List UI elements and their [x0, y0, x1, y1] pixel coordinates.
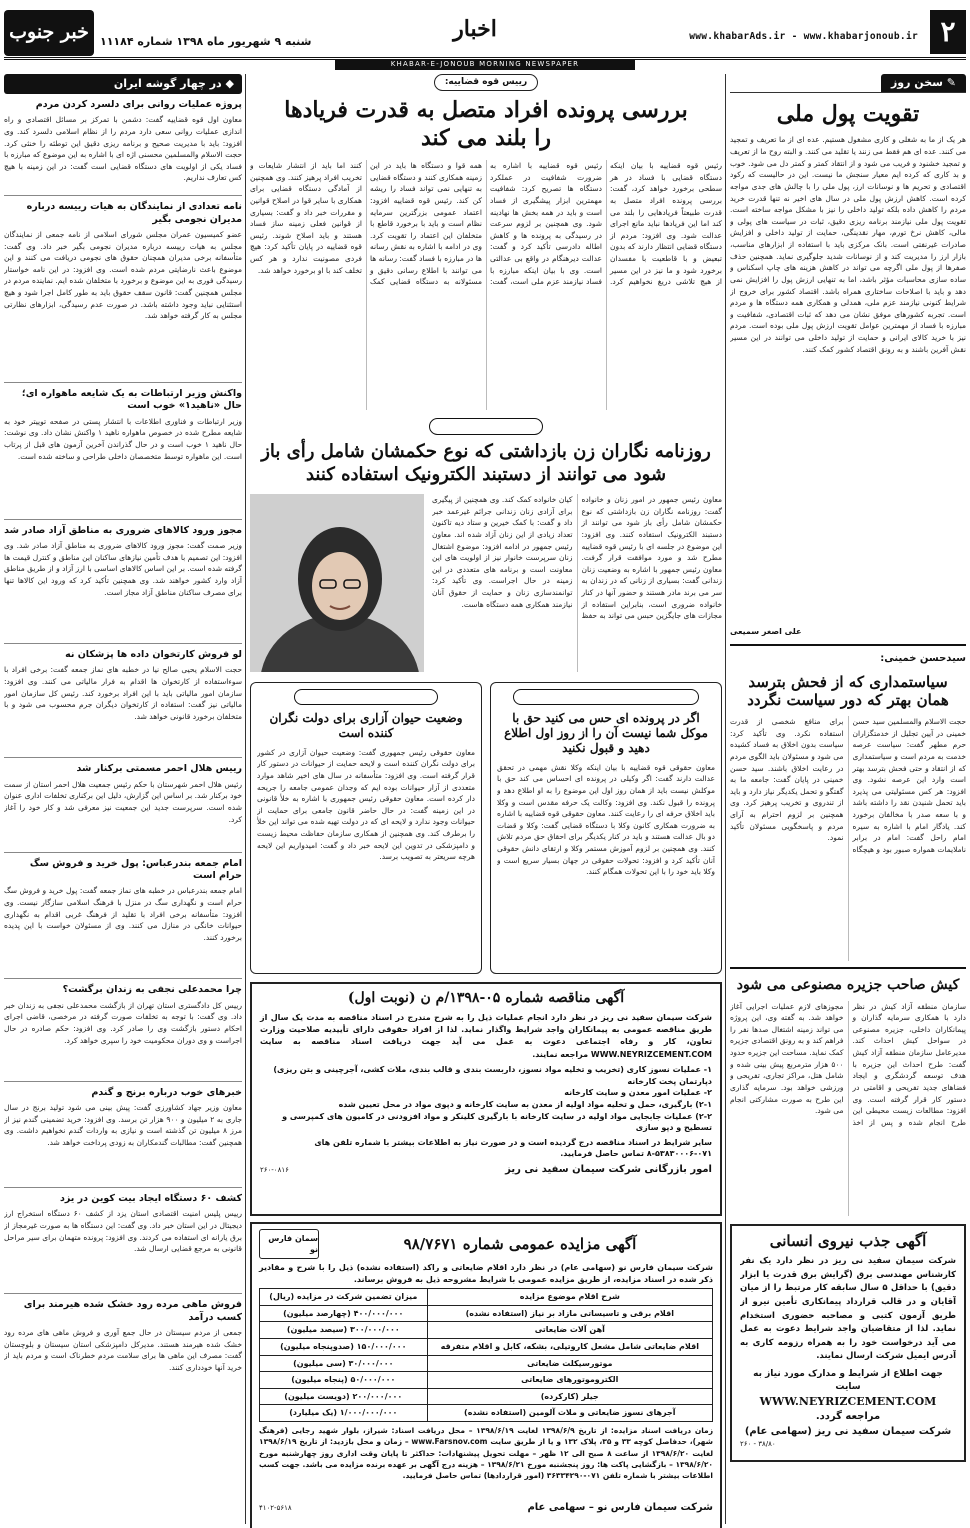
column-divider-left	[245, 74, 246, 1524]
table-row: آهن آلات ضایعاتی ۳۰۰/۰۰۰/۰۰۰ (سیصد میلیون)	[260, 1322, 713, 1339]
khomeini-body: حجت الاسلام والمسلمین سید حسن خمینی در آیین تجلیل از خدمتگزاران حرم مطهر گفت: سیاست عرصه خدمت به مردم است و سیاستمداری که از انتقاد و حتی فحش بترسد بهتر است وارد این عرصه نشود. وی افزود: هر کس مسئولیتی می پذیرد باید تحمل شنیدن نقد را داشته باشد و با سعه صدر با مخالفان برخورد کند. یادگار امام با اشاره به سیره امام راحل گفت: امام در برابر ناملایمات همواره صبور بود و هیچگاه برای منافع شخصی از قدرت استفاده نکرد. وی تأکید کرد: سیاست بدون اخلاق به فساد کشیده می شود و مسئولان باید الگوی مردم در رعایت اخلاق باشند. سید حسن خمینی در پایان گفت: جامعه ما به گفتگو و تحمل یکدیگر نیاز دارد و باید از تندروی و تخریب پرهیز کرد. وی همچنین بر لزوم احترام به آرای مردم و پاسخگویی مسئولان تأکید نمود.	[730, 717, 966, 854]
recruitment-ad-company: شرکت سیمان سفید نی ریز (سهامی عام)	[744, 1425, 952, 1437]
farsnov-logo: سمان فارس نو	[259, 1229, 319, 1259]
animal-kicker: معاون حقوقی رییس جمهوری:	[294, 689, 437, 705]
website-line[interactable]: www.khabarAds.ir - www.khabarjonoub.ir	[689, 31, 918, 42]
article-headline: چرا محمدعلی نجفی به زندان برگشت؟	[62, 984, 242, 996]
story2-kicker: معاون رییس جمهور:	[429, 418, 542, 435]
recruitment-ad-footer: جهت اطلاع از شرایط و مدارک مورد نیاز به سایت	[753, 1369, 943, 1393]
tender-signature: امور بازرگانی شرکت سیمان سفید نی ریز	[505, 1163, 712, 1175]
lawyers-body: معاون حقوقی قوه قضاییه با بیان اینکه وکلا نقش مهمی در تحقق عدالت دارند گفت: اگر وکیلی در پرونده ای احساس می کند حق با موکلش نیست باید از همان روز اول این موضوع را به او اطلاع دهد و پرونده را قبول نکند. وی افزود: وکالت یک حرفه مقدس است و وکلا باید اخلاق حرفه ای را رعایت کنند. معاون حقوقی قوه قضاییه با اشاره به ضرورت همکاری کانون وکلا با دستگاه قضایی گفت: وکلا و قضات دو بال عدالت هستند و باید در کنار یکدیگر برای احقاق حق مردم تلاش کنند. وی همچنین بر لزوم آموزش مستمر وکلا و ارتقای دانش حقوقی آنان تأکید کرد و افزود: تحولات حقوقی در جهان بسیار سریع است و وکلا باید خود را با این تحولات همگام کنند.	[497, 762, 715, 877]
auction-table	[259, 1288, 713, 1422]
article-body: عضو کمیسیون عمران مجلس شورای اسلامی از نامه جمعی از نمایندگان مجلس به هیات رییسه درباره مدیران نجومی بگیر خبر داد. وی گفت: متأسفانه برخی مدیران همچنان حقوق های نجومی دریافت می کنند و این موضوع باعث نارضایتی مردم شده است. وی افزود: در این نامه خواستار رسیدگی فوری به این موضوع و برخورد با متخلفان شده ایم. نماینده مردم در مجلس همچنین گفت: قانون سقف حقوق باید به طور کامل اجرا شود و هیچ استثنایی نباید وجود داشته باشد. در صورت عدم رسیدگی، ابزارهای نظارتی مجلس به کار گرفته خواهد شد.	[4, 229, 242, 321]
list-item	[4, 99, 242, 192]
article-body: حجت الاسلام یحیی صالح نیا در خطبه های نماز جمعه گفت: برخی افراد با سوءاستفاده از کارتخوان ها اقدام به فرار مالیاتی می کنند. وی افزود: سازمان امور مالیاتی باید با این افراد برخورد کند. رئیس کل سازمان امور مالیاتی نیز گفت: استفاده از کارتخوان دیگران جرم محسوب می شود و با متخلفان برخورد قانونی خواهد شد.	[4, 665, 242, 721]
kish-headline: کیش صاحب جزیره مصنوعی می شود	[736, 977, 960, 994]
iran-map-icon: ◆	[221, 77, 234, 90]
recruitment-ad-code: ۳۸/۸۰ - ۲۶۰	[740, 1440, 776, 1449]
article-headline: کشف ۶۰ دستگاه ایجاد بیت کوین در یزد	[60, 1193, 242, 1205]
article-body: رئیس هلال احمر شهرستان با حکم رئیس جمعیت هلال احمر استان از سمت خود برکنار شد. بر اساس این گزارش، دلیل این برکناری تخلفات اداری عنوان شده است. سرپرست جدید این جمعیت نیز معرفی شد و کار خود را آغاز کرد.	[4, 779, 242, 824]
lead-headline: بررسی پرونده افراد متصل به قدرت فریادها را بلند می کند	[284, 97, 688, 151]
article-body: وزیر ارتباطات و فناوری اطلاعات با انتشار پستی در صفحه توییتر خود به شایعه مطرح شده در خصوص ماهواره ناهید ۱ واکنش نشان داد. وی نوشت: حال ناهید ۱ خوب است و در حال گذراندن آخرین آزمون های قبل از پرتاب است. این ماهواره توسط متخصصان داخلی طراحی و ساخته شده است.	[4, 416, 242, 461]
recruitment-ad-body: شرکت سیمان سفید نی ریز در نظر دارد یک نفر کارشناس مهندسی برق (گرایش برق قدرت یا ابزار دقیق) با حداقل ۵ سال سابقه کار مرتبط را از میان آقایان و در قالب قرارداد پیمانکاری تأمین نیرو از طریق آزمون کتبی و مصاحبه حضوری استخدام نماید. لذا از متقاضیان واجد شرایط دعوت به عمل می آید درخواست خود را به همراه رزومه کاری به آدرس ایمیل شرکت ارسال نمایند.	[740, 1256, 956, 1362]
english-name-strip: KHABAR-E-JONOUB MORNING NEWSPAPER	[335, 59, 635, 70]
article-headline: رییس هلال احمر مسمتی برکنار شد	[76, 763, 242, 775]
tender-intro: شرکت سیمان سفید نی ریز در نظر دارد انجام عملیات ذیل را به شرح مندرج در اسناد مناقصه به مدت یک سال از طریق مناقصه عمومی به پیمانکاران واجد شرایط واگذار نماید. لذا از افراد حقوقی دارای تأییدیه صلاحیت وزارت تعاون، کار و رفاه اجتماعی دعوت به عمل می آید جهت دریافت اسناد مناقصه به سایت WWW.NEYRIZCEMENT.COM مراجعه نمایند.	[260, 1012, 712, 1059]
auction-details: زمان دریافت اسناد مزایده: از تاریخ ۱۳۹۸/۶/۹ لغایت ۱۳۹۸/۶/۱۹ – محل دریافت اسناد: شیراز، بلوار شهید رجایی (فرهنگ شهر)، حدفاصل کوچه ۳۳ و ۳۵، پلاک ۱۳۲ و یا از طریق سایت www.Farsnov.com – زمان و محل بازدید: از تاریخ ۱۳۹۸/۶/۱۹ لغایت ۱۳۹۸/۶/۲۰ از ساعت ۸ صبح الی ۱۲ ظهر – مهلت تحویل پیشنهادات: حداکثر تا پایان وقت اداری روز چهارشنبه مورخ ۱۳۹۸/۶/۲۰ – بازگشایی پاکت ها: روز پنجشنبه مورخ ۱۳۹۸/۶/۲۱ – هزینه درج آگهی بر عهده برنده مزایده می باشد. جهت کسب اطلاعات بیشتر با شماره تلفن ۰۷۱-۳۶۳۳۴۲۹۰ (امور قراردادها) تماس حاصل فرمایید.	[259, 1426, 713, 1481]
iran-corners-label: ◆ در چهار گوشه ایران	[4, 74, 242, 94]
page-number-box: ۲	[930, 10, 966, 54]
story2-body: معاون رئیس جمهور در امور زنان و خانواده گفت: روزنامه نگاران زن بازداشتی که نوع حکمشان شامل رأی باز شود می توانند از دستبند الکترونیک استفاده کنند. وی افزود: این موضوع در جلسه ای با رئیس قوه قضاییه مطرح شد و مورد موافقت قرار گرفت. معاون رئیس جمهور با اشاره به وضعیت زنان زندانی گفت: بسیاری از زنانی که در زندان به سر می برند مادر هستند و حضور آنها در کنار خانواده ضروری است، بنابراین استفاده از مجازات های جایگزین حبس می تواند به حفظ کیان خانواده کمک کند. وی همچنین از پیگیری برای آزادی زنان زندانی جرائم غیرعمد خبر داد و گفت: با کمک خیرین و ستاد دیه تاکنون تعداد زیادی از این زنان آزاد شده اند. معاون رئیس جمهور در ادامه افزود: موضوع اشتغال زنان سرپرست خانوار نیز از اولویت های این معاونت است و برنامه های متعددی در این زمینه در حال اجراست. وی تأکید کرد: توانمندسازی زنان و حمایت از حقوق آنان نیازمند همکاری همه دستگاه هاست.	[432, 495, 722, 621]
article-body: معاون وزیر جهاد کشاورزی گفت: پیش بینی می شود تولید برنج در سال جاری به ۲ میلیون و ۹۰۰ هزار تن برسد. وی افزود: خرید تضمینی گندم نیز از مرز ۸ میلیون تن گذشته است و نیازی به واردات گندم نخواهیم داشت. وی همچنین گفت: مطالبات گندمکاران به زودی پرداخت خواهد شد.	[4, 1103, 242, 1147]
recruitment-ad-refer: مراجعه گردد.	[815, 1411, 881, 1423]
auction-intro: شرکت سیمان فارس نو (سهامی عام) در نظر دارد اقلام ضایعاتی و راکد (استفاده نشده) ذیل را با شرح و مقادیر ذکر شده در اسناد مزایده، از طریق مزایده عمومی با شرایط مشروحه ذیل به فروش برساند.	[259, 1263, 713, 1284]
table-row: الکتروموتورهای ضایعاتی ۵۰/۰۰۰/۰۰۰ (پنجاه میلیون)	[260, 1372, 713, 1389]
lawyers-box	[490, 682, 722, 974]
list-item	[4, 382, 242, 516]
tender-ad	[250, 982, 722, 1216]
article-body: امام جمعه بندرعباس در خطبه های نماز جمعه گفت: پول خرید و فروش سگ حرام است و نگهداری سگ در منزل با فرهنگ اسلامی سازگار نیست. وی افزود: متأسفانه برخی افراد با تقلید از فرهنگ غربی اقدام به نگهداری حیوانات خانگی در منازل می کنند. وی از مسئولان خواست با این پدیده برخورد کنند.	[4, 886, 242, 942]
lawyers-headline: اگر در پرونده ای حس می کنید حق با موکل شما نیست آن را از روز اول اطلاع دهید و قبول نکنید	[504, 710, 708, 755]
logo-text: خبر جنوب	[9, 21, 89, 44]
list-item	[4, 852, 242, 976]
animal-box	[250, 682, 482, 974]
story2-headline: روزنامه نگاران زن بازداشتی که نوع حکمشان شامل رأی باز شود می توانند از دستبند الکترونیک استفاده کنند	[261, 441, 711, 485]
recruitment-ad-site[interactable]: WWW.NEYRIZCEMENT.COM	[759, 1395, 937, 1409]
article-headline: خبرهای خوب درباره برنج و گندم	[91, 1086, 242, 1098]
recruitment-ad-title: آگهی جذب نیروی انسانی	[769, 1231, 927, 1250]
article-headline: واکنش وزیر ارتباطات به یک شایعه ماهواره ای؛ حال «ناهید۱» خوب است	[21, 387, 242, 412]
left-articles-list	[4, 99, 242, 1387]
article-headline: لو فروش کارتخوان داده ها پزشکان نه	[65, 649, 242, 660]
article-headline: مجوز ورود کالاهای ضروری به مناطق آزاد صادر شد	[4, 524, 242, 536]
auction-ad	[250, 1222, 722, 1528]
sokhan-rooz-label: ✎ سخن روز	[881, 74, 966, 92]
article-headline: فروش ماهی مرده رود خشک شده هیرمند برای کسب درآمد	[23, 1299, 242, 1323]
tender-code: ۲۶۰-۰۸۱۶	[260, 1166, 289, 1175]
tender-item-3: ۲-۱) بارگیری، حمل و تخلیه مواد اولیه از معدن به سایت کارخانه و دپوی مواد در محل تعیین شده	[338, 1099, 712, 1109]
article-body: رییس پلیس امنیت اقتصادی استان یزد از کشف ۶۰ دستگاه استخراج ارز دیجیتال در این استان خبر داد. وی گفت: این دستگاه ها به صورت غیرمجاز از برق یارانه ای استفاده می کردند. وی افزود: پرونده متهمان برای سیر مراحل قانونی به مرجع قضایی ارسال شد.	[4, 1209, 242, 1254]
article-body: جمعی از مردم سیستان در حال جمع آوری و فروش ماهی های مرده رود خشک شده هیرمند هستند. مدیرکل دامپزشکی استان سیستان و بلوچستان گفت: مصرف این ماهی ها برای سلامت مردم خطرناک است و مردم باید از خرید آنها خودداری کنند.	[4, 1328, 242, 1372]
editorial-body: هر یک از ما به شغلی و کاری مشغول هستیم. عده ای از ما تعریف و تمجید می کنند. عده ای هم فقط می زنند یا تقلید می کنند. و البته روح ما از تعریف و تمجید خشنود و فریب می شود و از انتقاد کمتر و کمتر دل می شود. خوب و بد کاری که کرده ایم معیار سنجش ما نیست. این در حالیست که رکود اقتصادی و تحریم ها و نوسانات ارز، پول ملی را با چالش های جدی مواجه کرده است. کاهش ارزش پول ملی در سال های اخیر نه تنها قدرت خرید مردم را کاهش داده بلکه تولید داخلی را نیز با مشکل مواجه ساخته است. تقویت پول ملی نیازمند برنامه ریزی دقیق، ثبات در سیاست های پولی و مالی، کاهش نرخ تورم، مهار نقدینگی، حمایت از تولید داخلی و افزایش صادرات غیرنفتی است. بانک مرکزی باید با استفاده از ابزارهای مناسب، بازار ارز را مدیریت کند و از نوسانات شدید جلوگیری نماید. همچنین حذف صفرها از پول ملی اگرچه می تواند در کاهش هزینه های چاپ اسکناس و ساده سازی محاسبات مؤثر باشد، اما به تنهایی ارزش پول را افزایش نمی دهد و باید با اصلاحات ساختاری همراه باشد. اقتصاد کشور برای خروج از شرایط کنونی نیازمند عزم ملی، همدلی و همکاری همه دستگاه ها و مردم است. تجربه کشورهای موفق نشان می دهد که ثبات اقتصادی، شفافیت و مبارزه با فساد از مهمترین عوامل تقویت ارزش پول ملی بوده است. مردم نیز با خرید کالای ایرانی و حمایت از تولید داخلی می توانند در این مسیر نقش آفرین باشند و به رونق اقتصاد کشور کمک کنند.	[730, 135, 966, 354]
date-line: شنبه ۹ شهریور ماه ۱۳۹۸ شماره ۱۱۱۸۴	[100, 35, 312, 48]
auction-col-item: شرح اقلام موضوع مزایده	[427, 1289, 712, 1306]
column-divider-right	[725, 74, 726, 1524]
kish-body: سازمان منطقه آزاد کیش در نظر دارد با همکاری سرمایه گذاران و پیمانکاران داخلی، جزیره مصنوعی در سواحل کیش احداث کند. مدیرعامل سازمان منطقه آزاد کیش گفت: طرح احداث این جزیره با هدف توسعه گردشگری و ایجاد فضاهای جدید تفریحی و اقامتی در دستور کار قرار گرفته است. وی افزود: مطالعات زیست محیطی این طرح انجام شده و پس از اخذ مجوزهای لازم عملیات اجرایی آغاز خواهد شد. به گفته وی، این پروژه می تواند زمینه اشتغال صدها نفر را فراهم کند و به رونق اقتصادی جزیره کمک نماید. مساحت این جزیره حدود ۵۰۰ هزار مترمربع پیش بینی شده و شامل هتل، مراکز تجاری، تفریحی و ورزشی خواهد بود. سرمایه گذاری این طرح به صورت مشارکتی انجام می شود.	[730, 1001, 966, 1127]
list-item	[4, 519, 242, 640]
story2-photo	[250, 494, 424, 672]
khomeini-kicker: سیدحسن خمینی:	[880, 653, 966, 665]
table-row: جیلر (کارکرده) ۲۰۰/۰۰۰/۰۰۰ (دویست میلیون)	[260, 1388, 713, 1405]
table-row: اقلام ضایعاتی شامل مشعل کاروتیلی، بشکه، کابل و اقلام متفرقه ۱۵۰/۰۰۰/۰۰۰ (صدوپنجاه میلیون)	[260, 1339, 713, 1356]
center-area	[250, 74, 722, 1524]
article-body: معاون اول قوه قضاییه گفت: دشمن با تمرکز بر مسائل اقتصادی و راه اندازی عملیات روانی سعی دارد مردم را از نظام اسلامی دلسرد کند. وی افزود: باید با مدیریت صحیح و برنامه ریزی دقیق این توطئه را خنثی کرد. حجت الاسلام والمسلمین محسنی اژه ای با اشاره به این موضوع که مبارزه با فساد یکی از اولویت های دستگاه قضایی است گفت: در این زمینه با هیچ کس تعارف نداریم.	[4, 115, 242, 183]
auction-title: آگهی مزایده عمومی شماره ۹۸/۷۶۷۱	[403, 1234, 637, 1253]
tender-title: آگهی مناقصه شماره ۰۵-۱۳۹۸/م ن (نوبت اول)	[347, 990, 625, 1007]
list-item	[4, 978, 242, 1077]
list-item	[4, 643, 242, 754]
right-column	[730, 74, 966, 1524]
lawyers-kicker: توصیه معاون حقوقی قوه قضاییه به وکلا:	[513, 689, 699, 705]
table-row: آجرهای نسوز ضایعاتی و ملات آلومین (استفاده نشده) ۱/۰۰۰/۰۰۰/۰۰۰ (یک میلیارد)	[260, 1405, 713, 1422]
auction-code: ۴۱۰۲-۵۶۱۸	[259, 1504, 292, 1513]
list-item	[4, 757, 242, 848]
article-body: وزیر صمت گفت: مجوز ورود کالاهای ضروری به مناطق آزاد صادر شد. وی افزود: این تصمیم با هدف تأمین نیازهای ساکنان این مناطق و کنترل قیمت ها گرفته شده است. بر این اساس کالاهای اساسی با ارز آزاد و از طریق مناطق آزاد وارد کشور خواهند شد. وی همچنین تأکید کرد که ورود این کالاها تنها برای مصرف ساکنان مناطق آزاد مجاز است.	[4, 541, 242, 597]
left-column	[4, 74, 242, 1524]
pen-icon: ✎	[942, 76, 956, 89]
editorial-title: تقویت پول ملی	[776, 100, 920, 127]
list-item	[4, 195, 242, 379]
article-headline: نامه تعدادی از نمایندگان به هیات رییسه درباره مدیران نجومی بگیر	[26, 201, 242, 225]
tender-item-1: ۱- عملیات نسوز کاری (تخریب و تخلیه مواد نسوز، داربست بندی و قالب بندی، ملات کشی، آجرچینی و بتن ریزی) دپارتمان پخت کارخانه	[273, 1065, 712, 1086]
tender-item-4: ۲-۲) عملیات جابجایی مواد اولیه در سایت کارخانه با بارگیری کلینکر و مواد افزودنی در کامیون های کمپرسی و تسطیح و دپو سازی	[282, 1111, 712, 1133]
list-item	[4, 1081, 242, 1184]
animal-body: معاون حقوقی رئیس جمهوری گفت: وضعیت حیوان آزاری در کشور برای دولت نگران کننده است و لایحه حمایت از حیوانات در دستور کار قرار گرفته است. وی افزود: متأسفانه در سال های اخیر شاهد موارد متعددی از آزار حیوانات بوده ایم که وجدان عمومی جامعه را جریحه دار کرده است. معاون حقوقی رئیس جمهوری با اشاره به خلأ قانونی در این زمینه گفت: در حال حاضر قانون جامعی برای حمایت از حیوانات وجود ندارد و لایحه ای که در دولت تهیه شده می تواند این خلأ را برطرف کند. وی همچنین از همکاری سازمان حفاظت محیط زیست و دامپزشکی در تدوین این لایحه خبر داد و گفت: امیدواریم این لایحه هرچه سریعتر به تصویب برسد.	[257, 747, 475, 862]
portrait-illustration	[250, 494, 424, 672]
lead-kicker: رییس قوه قضاییه:	[434, 74, 538, 91]
animal-headline: وضعیت حیوان آزاری برای دولت نگران کننده است	[269, 710, 463, 740]
list-item	[4, 1293, 242, 1387]
article-headline: پروژه عملیات روانی برای دلسرد کردن مردم	[35, 98, 242, 110]
article-body: رییس کل دادگستری استان تهران از بازگشت محمدعلی نجفی به زندان خبر داد. وی گفت: با توجه به تخلفات صورت گرفته در مرخصی، قاضی اجرای احکام دستور بازگشت وی را صادر کرد. وی افزود: حکم صادره در حال اجراست و وی دوران محکومیت خود را سپری خواهد کرد.	[4, 1000, 242, 1045]
masthead	[0, 0, 970, 70]
article-headline: امام جمعه بندرعباس: پول خرید و فروش سگ حرام است	[29, 857, 242, 882]
khomeini-headline: سیاستمداری که از فحش بترسد همان بهتر که دور سیاست نگردد	[747, 672, 949, 710]
tender-item-2: ۲- عملیات امور معدن و سایت کارخانه	[564, 1088, 712, 1098]
section-title: اخبار	[453, 16, 497, 42]
auction-col-guarantee: میزان تضمین شرکت در مزایده (ریال)	[260, 1289, 428, 1306]
editorial-author: علی اصغر سمیعی	[730, 627, 802, 637]
list-item	[4, 1187, 242, 1290]
tender-note: سایر شرایط در اسناد مناقصه درج گردیده است و در صورت نیاز به اطلاعات بیشتر با شماره تلفن های ۰۷۱-۵۳۸۳۰۰۰۶-۸ تماس حاصل فرمایید.	[314, 1137, 712, 1159]
lead-body: رئیس قوه قضاییه با بیان اینکه دستگاه قضایی با فساد در هر سطحی برخورد خواهد کرد، گفت: بررسی پرونده افراد متصل به قدرت طبیعتاً فریادهایی را بلند می کند اما این فریادها نباید مانع اجرای عدالت شود. وی افزود: مردم از دستگاه قضایی انتظار دارند که بدون تبعیض و با قاطعیت با مفسدان برخورد شود و ما نیز در این مسیر از هیچ تلاشی دریغ نخواهیم کرد. رئیس قوه قضاییه با اشاره به ضرورت شفافیت در عملکرد دستگاه ها تصریح کرد: شفافیت مهمترین ابزار پیشگیری از فساد است و باید در همه بخش ها نهادینه شود. وی همچنین بر لزوم سرعت در رسیدگی به پرونده ها و کاهش اطاله دادرسی تأکید کرد و گفت: عدالت دیرهنگام در واقع بی عدالتی است. وی با بیان اینکه مبارزه با فساد نیازمند عزم ملی است، گفت: همه قوا و دستگاه ها باید در این زمینه همکاری کنند و دستگاه قضایی به تنهایی نمی تواند فساد را ریشه کن کند. رئیس قوه قضاییه افزود: اعتماد عمومی بزرگترین سرمایه نظام است و باید با برخورد قاطع با متخلفان این اعتماد را تقویت کرد. وی در ادامه با اشاره به نقش رسانه ها در مبارزه با فساد گفت: رسانه ها می توانند با اطلاع رسانی دقیق و مسئولانه به دستگاه قضایی کمک کنند اما باید از انتشار شایعات و تخریب افراد پرهیز کنند. وی همچنین از آمادگی دستگاه قضایی برای همکاری با سایر قوا در اصلاح قوانین و مقررات خبر داد و گفت: بسیاری از قوانین فعلی زمینه ساز فساد هستند و باید اصلاح شوند. رئیس قوه قضاییه در پایان تأکید کرد: هیچ فردی مصونیت ندارد و هر کس تخلف کند با او برخورد خواهد شد.	[250, 161, 722, 287]
auction-signature: شرکت سیمان فارس نو – سهامی عام	[527, 1502, 713, 1514]
table-row: اقلام برقی و تاسیساتی مازاد بر نیاز (استفاده نشده) ۴۰۰/۰۰۰/۰۰۰ (چهارصد میلیون)	[260, 1305, 713, 1322]
newspaper-logo	[4, 10, 94, 56]
table-row: موتورسیکلت ضایعاتی ۳۰/۰۰۰/۰۰۰ (سی میلیون)	[260, 1355, 713, 1372]
recruitment-ad	[730, 1224, 966, 1462]
